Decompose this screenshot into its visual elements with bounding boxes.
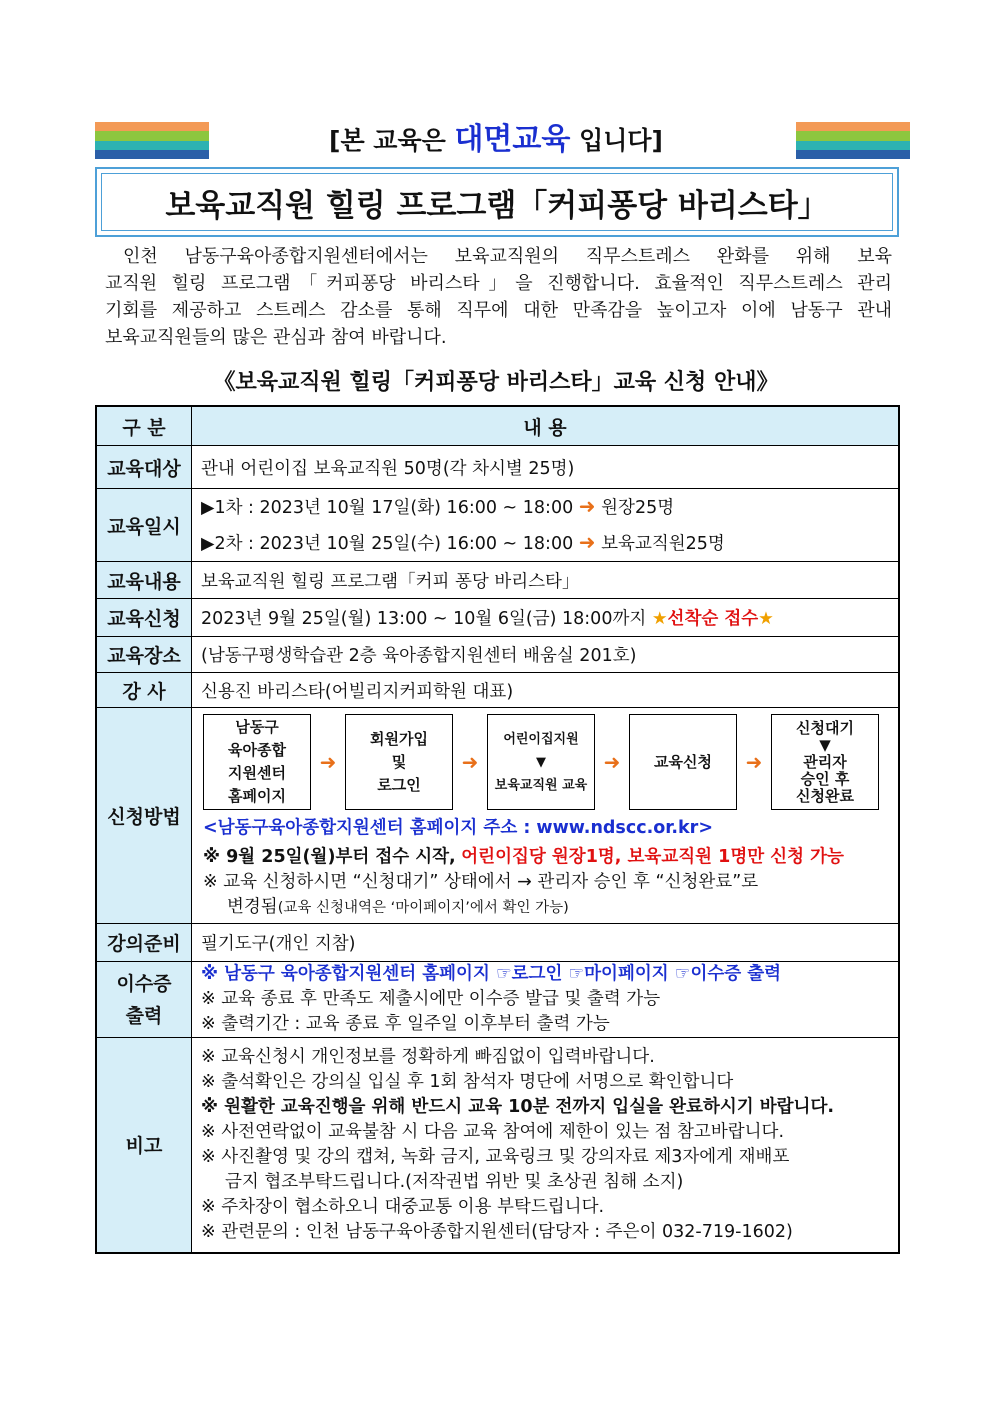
apply-note: 선착순 접수 [667,609,759,629]
row-content [96,562,899,599]
intro-paragraph [105,243,892,351]
apply-flow [203,710,889,810]
value-prep: 필기도구(개인 지참) [192,924,900,962]
label-prep: 강의준비 [96,924,192,962]
cert-note-3: ※ 출력기간 : 교육 종료 후 일주일 이후부터 출력 가능 [201,1014,610,1034]
row-target [96,446,899,489]
arrow-icon: ➜ [578,494,596,518]
value-content: 보육교직원 힐링 프로그램「커피 퐁당 바리스타」 [192,562,900,599]
label-target: 교육대상 [96,446,192,489]
method-note-1-limit: 어린이집당 원장1명, 보육교직원 1명만 신청 가능 [461,847,844,867]
header-category: 구 분 [96,406,192,446]
row-prep [96,924,899,962]
remark-item: ※ 교육신청시 개인정보를 정확하게 빠짐없이 입력바랍니다. [201,1046,655,1067]
label-teacher: 강 사 [96,673,192,708]
value-date [192,489,900,562]
flow-arrow-icon: ➜ [319,750,337,774]
remark-item: ※ 주차장이 협소하오니 대중교통 이용 부탁드립니다. [201,1196,605,1217]
label-remarks: 비고 [96,1038,192,1253]
row-cert [96,962,899,1038]
header-content: 내 용 [192,406,900,446]
label-date: 교육일시 [96,489,192,562]
intro-line: 인천 남동구육아종합지원센터에서는 보육교직원의 직무스트레스 완화를 위해 보육 [123,246,892,267]
homepage-address: <남동구육아종합지원센터 홈페이지 주소 : www.ndscc.or.kr> [203,818,713,838]
flow-step-menu: 어린이집지원 ▼ 보육교직원 교육 [487,714,595,810]
info-table [95,405,900,1254]
label-content: 교육내용 [96,562,192,599]
remark-item: ※ 사전연락없이 교육불참 시 다음 교육 참여에 제한이 있는 점 참고바랍니다. [201,1121,785,1142]
arrow-icon: ➜ [578,530,596,554]
row-method [96,708,899,924]
value-method [192,708,900,924]
value-place: (남동구평생학습관 2층 육아종합지원센터 배움실 201호) [192,637,900,673]
remark-item: ※ 출석확인은 강의실 입실 후 1회 참석자 명단에 서명으로 확인합니다 [201,1071,734,1092]
row-remarks [96,1038,899,1253]
row-date [96,489,899,562]
star-icon: ★ [651,609,668,629]
banner-highlight: 대면교육 [454,122,571,157]
value-cert [192,962,900,1038]
method-note-2: ※ 교육 신청하시면 “신청대기” 상태에서 → 관리자 승인 후 “신청완료”로 [203,872,759,892]
label-cert: 이수증 출력 [96,962,192,1038]
intro-line: 보육교직원들의 많은 관심과 참여 바랍니다. [105,327,447,348]
label-method: 신청방법 [96,708,192,924]
flow-arrow-icon: ➜ [603,750,621,774]
value-target: 관내 어린이집 보육교직원 50명(각 차시별 25명) [192,446,900,489]
banner-pre: [본 교육은 [329,126,455,155]
remark-item: ※ 사진촬영 및 강의 캡쳐, 녹화 금지, 교육링크 및 강의자료 제3자에게 재배포 [201,1146,790,1167]
table-title: 《보육교직원 힐링「커피퐁당 바리스타」교육 신청 안내》 [213,370,779,395]
flow-step-login: 회원가입 및 로그인 [345,714,453,810]
date-1-target: 원장25명 [601,498,675,518]
title-box [95,167,899,237]
star-icon: ★ [758,609,774,629]
apply-period: 2023년 9월 25일(월) 13:00 ~ 10월 6일(금) 18:00까지 [201,609,647,629]
remark-item: ※ 관련문의 : 인천 남동구육아종합지원센터(담당자 : 주은이 032-719-1602) [201,1221,793,1242]
remark-item: 금지 협조부탁드립니다.(저작권법 위반 및 초상권 침해 소지) [225,1171,684,1192]
method-note-3: 변경됨 [227,897,278,917]
intro-line: 기회를 제공하고 스트레스 감소를 통해 직무에 대한 만족감을 높이고자 이에 남동구 관내 [105,300,892,321]
value-apply [192,599,900,637]
banner-post: 입니다] [570,126,663,155]
row-teacher [96,673,899,708]
flow-step-complete: 신청대기 ▼ 관리자 승인 후 신청완료 [771,714,879,810]
row-apply [96,599,899,637]
top-banner [0,118,992,163]
value-remarks [192,1038,900,1253]
row-place [96,637,899,673]
table-header-row [96,406,899,446]
label-apply: 교육신청 [96,599,192,637]
intro-line: 교직원 힐링 프로그램「커피퐁당 바리스타」을 진행합니다. 효율적인 직무스트레스 관리 [105,273,892,294]
page-title: 보육교직원 힐링 프로그램「커피퐁당 바리스타」 [101,173,893,231]
method-note-3-detail: (교육 신청내역은 ‘마이페이지’에서 확인 가능) [277,900,569,916]
flow-step-homepage: 남동구 육아종합 지원센터 홈페이지 [203,714,311,810]
cert-note-1: ※ 남동구 육아종합지원센터 홈페이지 ☞로그인 ☞마이페이지 ☞이수증 출력 [201,964,782,984]
value-teacher: 신용진 바리스타(어빌리지커피학원 대표) [192,673,900,708]
flow-step-apply: 교육신청 [629,714,737,810]
date-2: ▶2차 : 2023년 10월 25일(수) 16:00 ~ 18:00 [201,534,574,554]
cert-note-2: ※ 교육 종료 후 만족도 제출시에만 이수증 발급 및 출력 가능 [201,989,661,1009]
flow-arrow-icon: ➜ [461,750,479,774]
date-2-target: 보육교직원25명 [601,534,725,554]
remark-item: ※ 원활한 교육진행을 위해 반드시 교육 10분 전까지 입실을 완료하시기 바랍니다. [201,1096,834,1117]
method-note-1: ※ 9월 25일(월)부터 접수 시작, [203,847,456,867]
date-1: ▶1차 : 2023년 10월 17일(화) 16:00 ~ 18:00 [201,498,574,518]
flow-arrow-icon: ➜ [745,750,763,774]
label-place: 교육장소 [96,637,192,673]
